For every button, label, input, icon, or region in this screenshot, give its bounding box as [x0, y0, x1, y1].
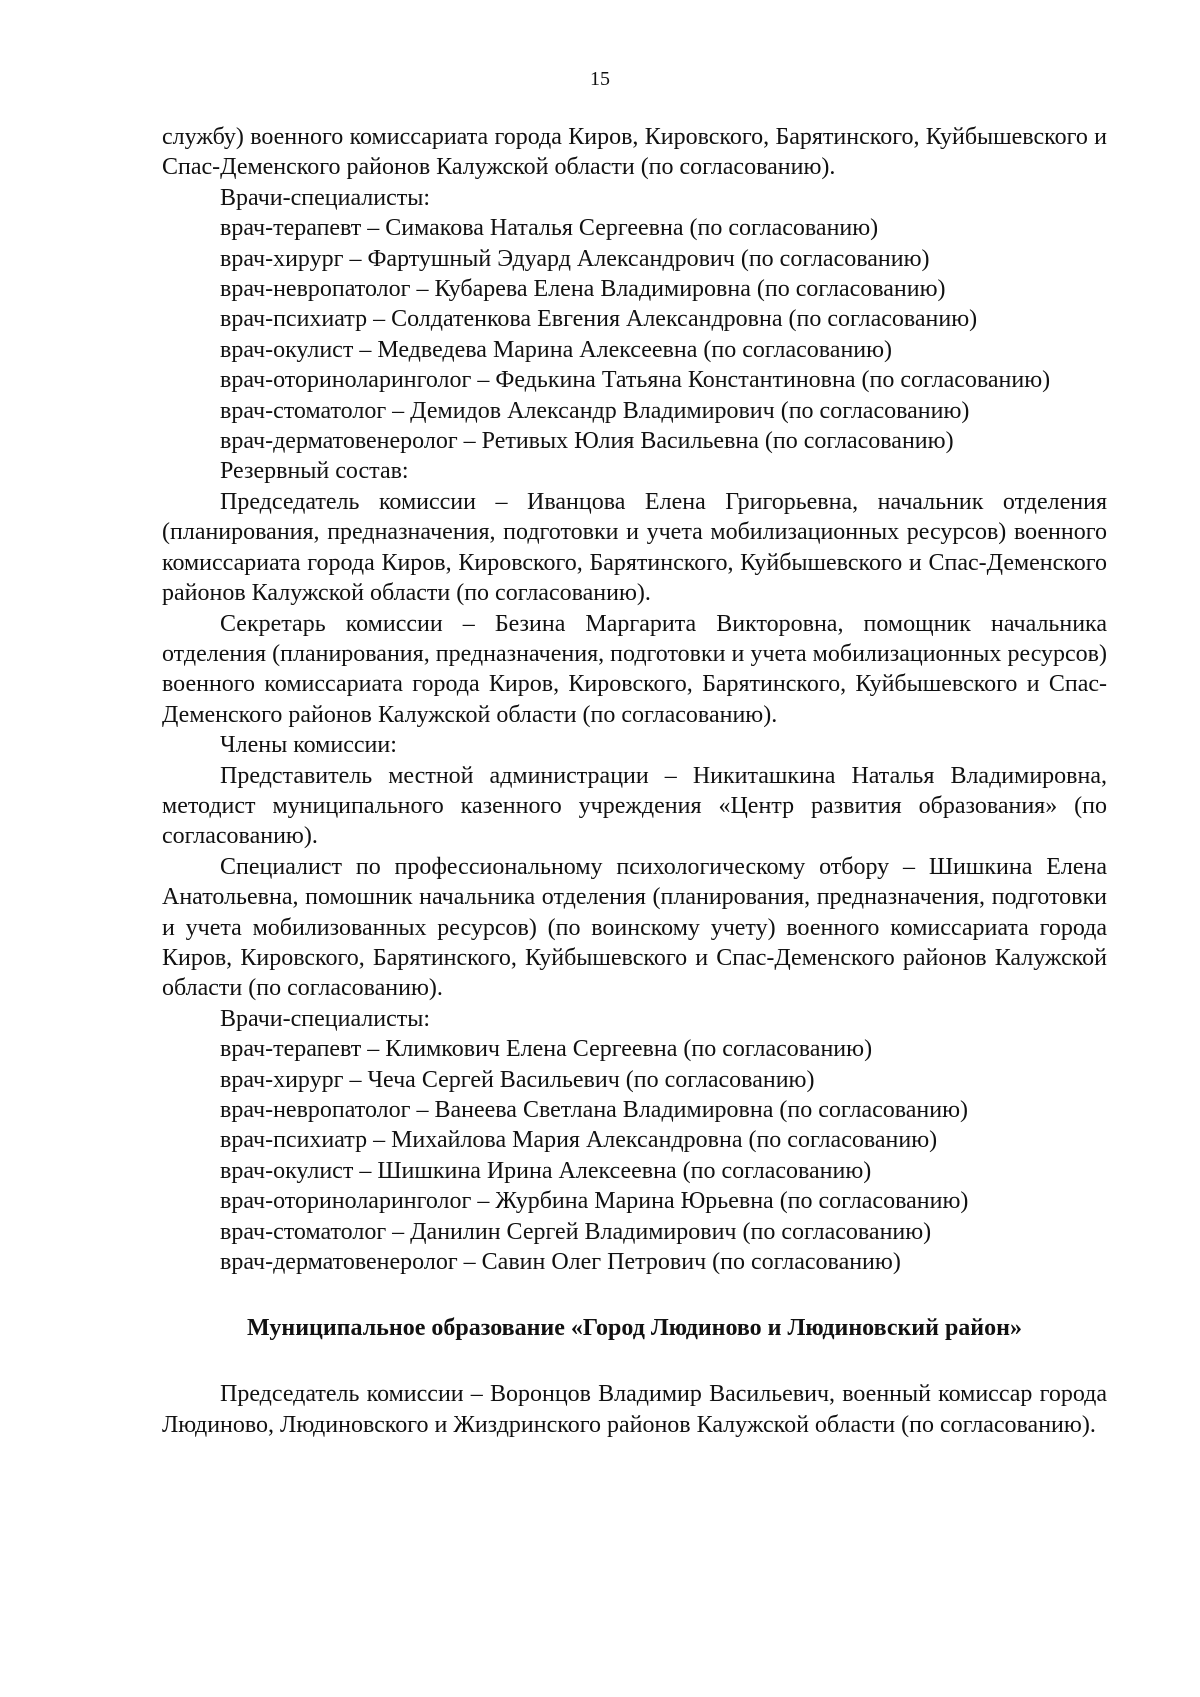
reserve-secretary: Секретарь комиссии – Безина Маргарита Викторовна, помощник начальника отделения (планирования, предназначения, подготовки и учета мобилизационных ресурсов) военного комиссариата города Киров, Кировского, Барятинского, Куйбышевского и Спас-Деменского районов Калужской области (по согласованию).	[162, 610, 1107, 728]
doctor-neurologist: врач-невропатолог – Кубарева Елена Владимировна (по согласованию)	[220, 276, 946, 303]
reserve-doctor-psychiatrist: врач-психиатр – Михайлова Мария Александровна (по согласованию)	[220, 1127, 938, 1154]
continuation-paragraph: службу) военного комиссариата города Киров, Кировского, Барятинского, Куйбышевского и Спас-Деменского районов Калужской области (по согласованию).	[162, 124, 1107, 181]
reserve-members-title: Члены комиссии:	[220, 732, 397, 759]
section-chairman: Председатель комиссии – Воронцов Владимир Васильевич, военный комиссар города Людиново, Людиновского и Жиздринского районов Калужской области (по согласованию).	[162, 1381, 1107, 1438]
doctor-psychiatrist: врач-психиатр – Солдатенкова Евгения Александровна (по согласованию)	[220, 306, 978, 333]
reserve-doctor-surgeon: врач-хирург – Чеча Сергей Васильевич (по согласованию)	[220, 1066, 815, 1093]
reserve-doctor-dentist: врач-стоматолог – Данилин Сергей Владимирович (по согласованию)	[220, 1218, 932, 1245]
page-number: 15	[590, 68, 610, 90]
reserve-doctor-therapist: врач-терапевт – Климкович Елена Сергеевна (по согласованию)	[220, 1036, 873, 1063]
reserve-doctors-title: Врачи-специалисты:	[220, 1005, 431, 1032]
reserve-doctor-ophthalmologist: врач-окулист – Шишкина Ирина Алексеевна (по согласованию)	[220, 1157, 872, 1184]
doctor-dentist: врач-стоматолог – Демидов Александр Владимирович (по согласованию)	[220, 397, 970, 424]
section-heading: Муниципальное образование «Город Людиново и Людиновский район»	[247, 1315, 1022, 1342]
reserve-title: Резервный состав:	[220, 458, 409, 485]
doctors-title: Врачи-специалисты:	[220, 184, 431, 211]
reserve-psych-specialist: Специалист по профессиональному психологическому отбору – Шишкина Елена Анатольевна, помошник начальника отделения (планирования, предназначения, подготовки и учета мобилизованных ресурсов) (по воинскому учету) военного комиссариата города Киров, Кировского, Барятинского, Куйбышевского и Спас-Деменского районов Калужской области (по согласованию).	[162, 853, 1107, 1002]
doctor-ophthalmologist: врач-окулист – Медведева Марина Алексеевна (по согласованию)	[220, 336, 893, 363]
reserve-doctor-neurologist: врач-невропатолог – Ванеева Светлана Владимировна (по согласованию)	[220, 1097, 969, 1123]
reserve-doctor-ent: врач-оториноларинголог – Журбина Марина Юрьевна (по согласованию)	[220, 1188, 969, 1215]
page-content	[162, 122, 1107, 1440]
reserve-local-admin: Представитель местной администрации – Никиташкина Наталья Владимировна, методист муниципального казенного учреждения «Центр развития образования» (по согласованию).	[162, 762, 1107, 850]
doctor-therapist: врач-терапевт – Симакова Наталья Сергеевна (по согласованию)	[220, 215, 879, 242]
reserve-doctor-dermatologist: врач-дерматовенеролог – Савин Олег Петрович (по согласованию)	[220, 1249, 901, 1276]
doctor-dermatologist: врач-дерматовенеролог – Ретивых Юлия Васильевна (по согласованию)	[220, 428, 954, 455]
doctor-surgeon: врач-хирург – Фартушный Эдуард Александрович (по согласованию)	[220, 245, 930, 272]
reserve-chairman: Председатель комиссии – Иванцова Елена Григорьевна, начальник отделения (планирования, предназначения, подготовки и учета мобилизационных ресурсов) военного комиссариата города Киров, Кировского, Барятинского, Куйбышевского и Спас-Деменского районов Калужской области (по согласованию).	[162, 488, 1107, 607]
doctor-ent: врач-оториноларинголог – Федькина Татьяна Константиновна (по согласованию)	[220, 367, 1051, 394]
